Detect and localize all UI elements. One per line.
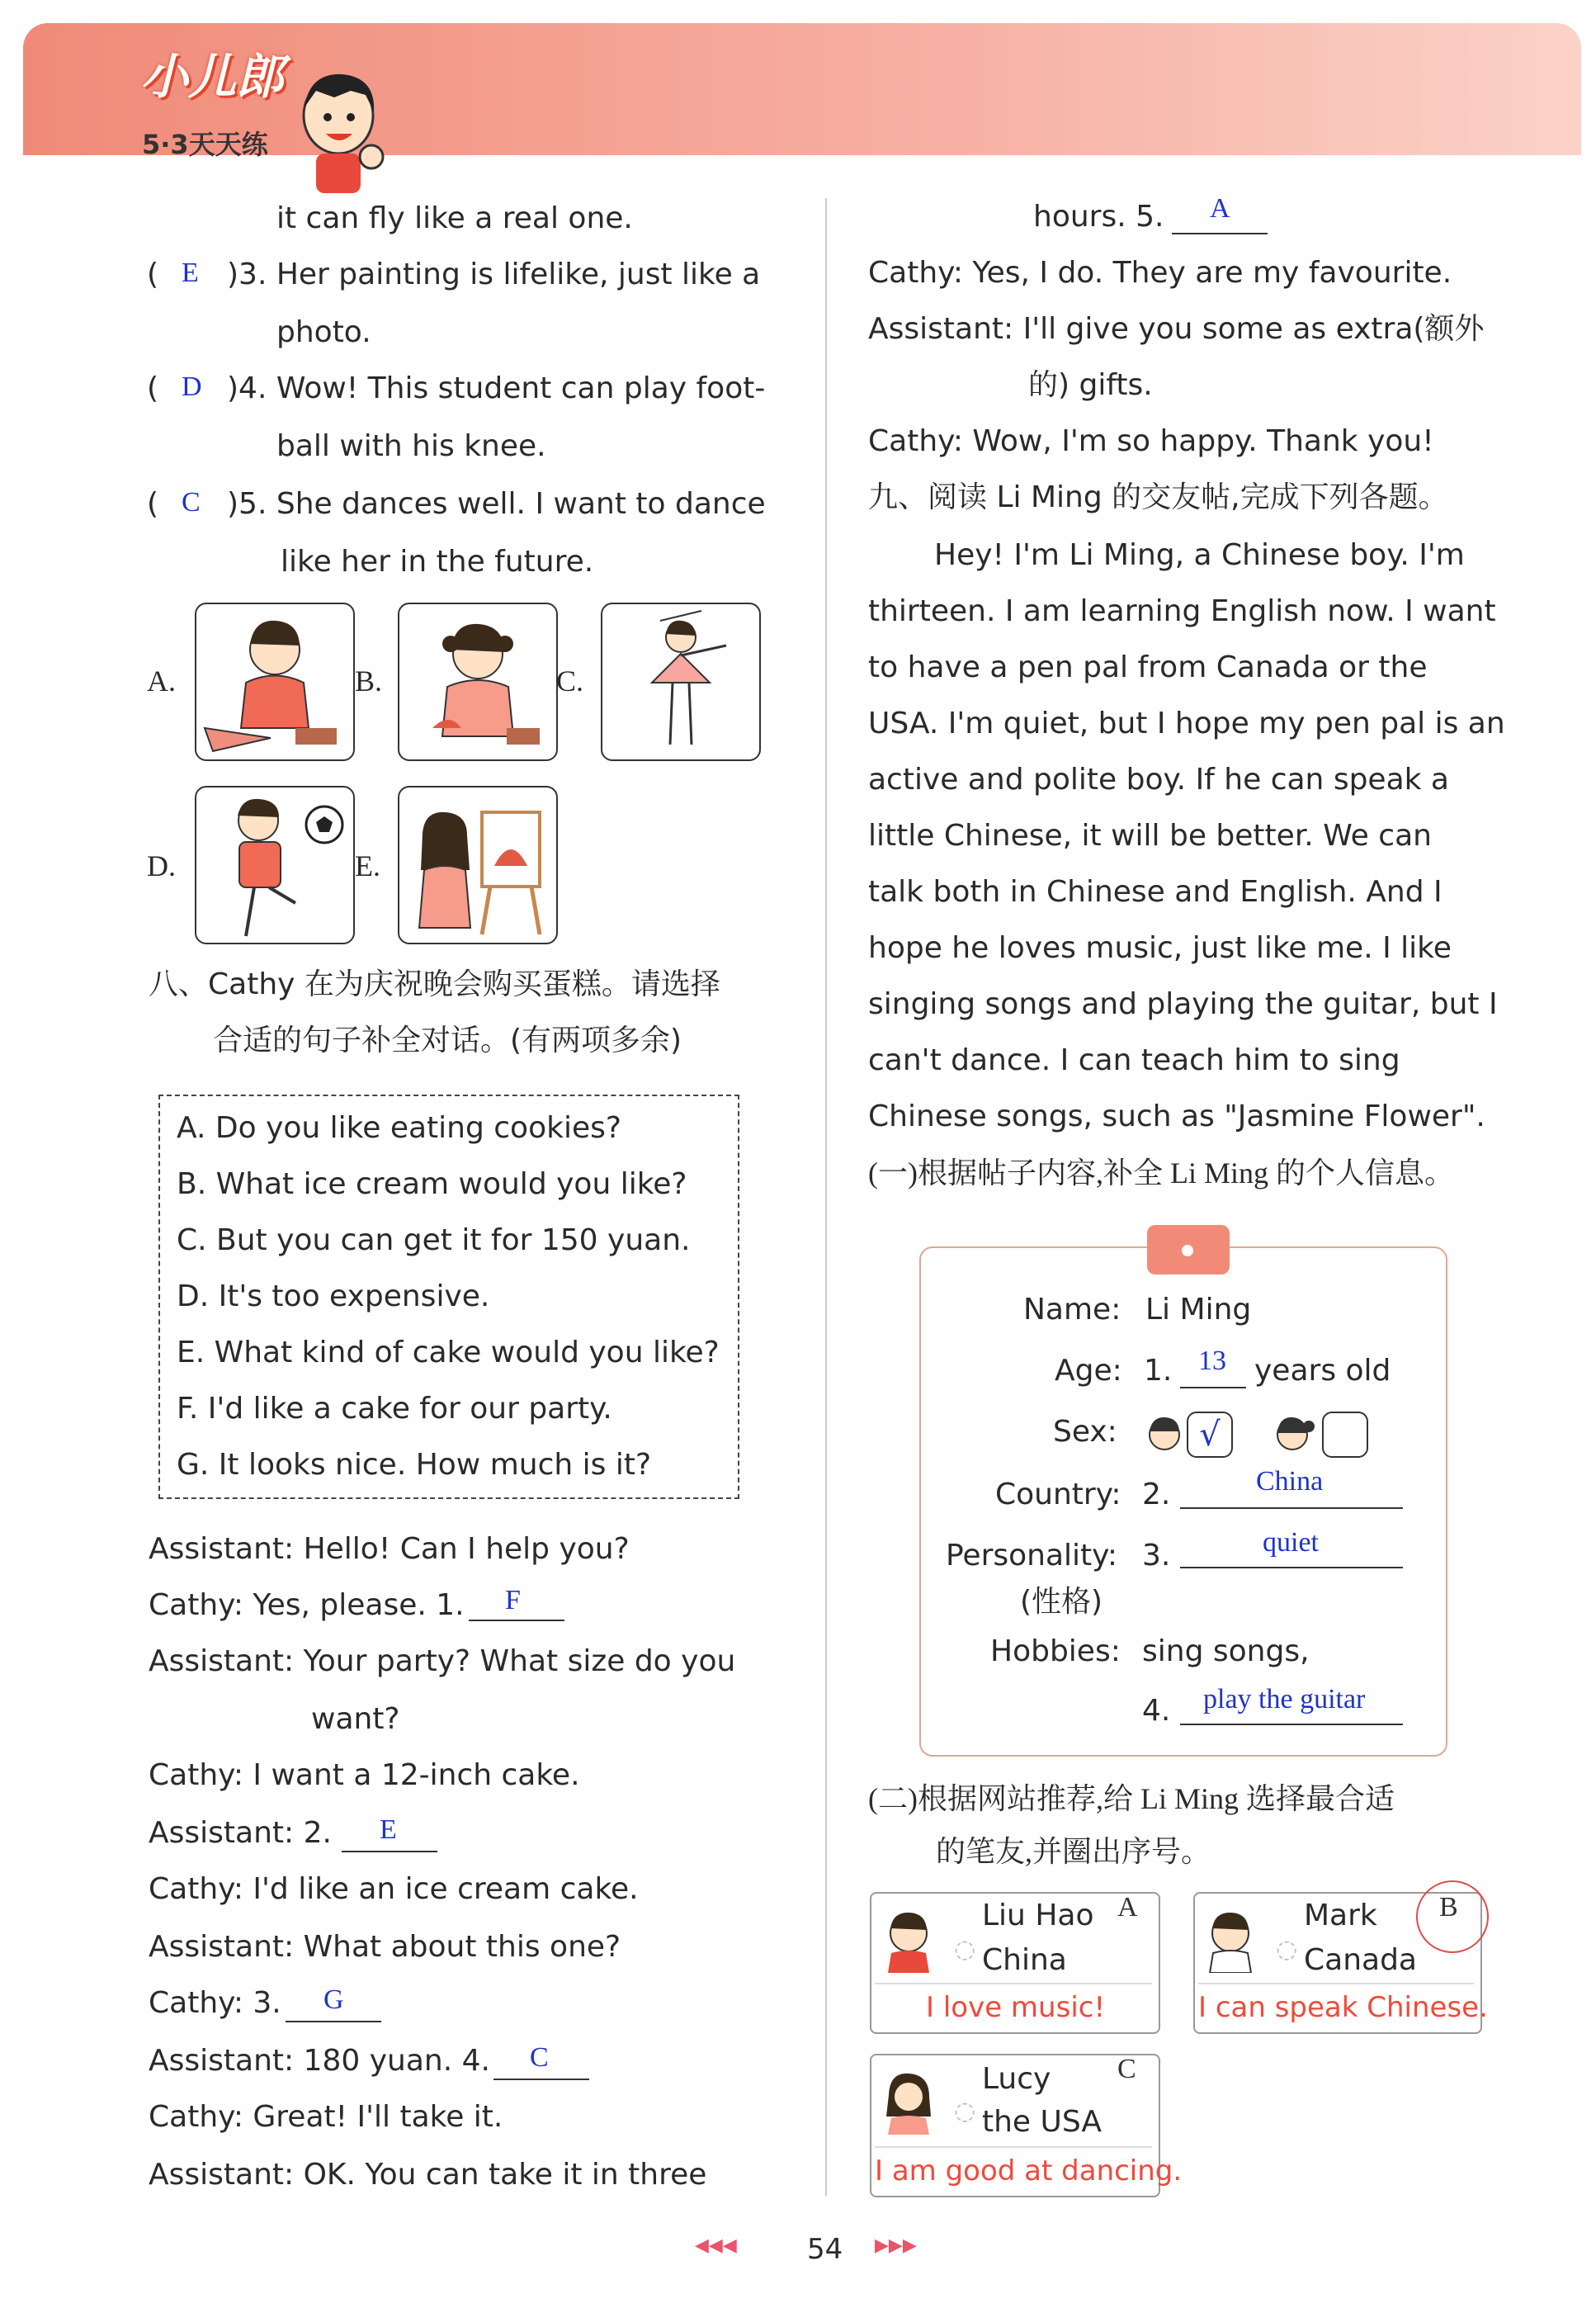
q2-continuation: it can fly like a real one. <box>276 201 633 235</box>
dialogue-line-10: Cathy: Great! I'll take it. <box>149 2100 503 2134</box>
penpal-c-message: I am good at dancing. <box>875 2154 1183 2187</box>
pic-label-d: D. <box>147 849 176 882</box>
dialogue-line-4: Cathy: I want a 12-inch cake. <box>149 1758 580 1792</box>
option-c: C. But you can get it for 150 yuan. <box>177 1223 691 1257</box>
card-age-suffix: years old <box>1254 1354 1391 1388</box>
logo-series: 5·3天天练 <box>142 129 268 160</box>
dialogue-line-14-cont: 的) gifts. <box>1028 368 1153 402</box>
location-pin-icon: ◌ <box>954 1935 976 1964</box>
card-hobbies-label: Hobbies: <box>990 1634 1121 1668</box>
dialogue-line-9: Assistant: 180 yuan. 4. <box>149 2044 490 2078</box>
blank-5-answer: A <box>1210 193 1230 224</box>
dialogue-line-12: hours. 5. <box>1033 200 1164 234</box>
card-personality-cn: (性格) <box>1020 1585 1103 1619</box>
passage-line-4: USA. I'm quiet, but I hope my pen pal is an <box>868 707 1505 740</box>
dialogue-line-15: Cathy: Wow, I'm so happy. Thank you! <box>868 424 1434 458</box>
penpal-a-place: China <box>982 1943 1067 1977</box>
passage-line-1: Hey! I'm Li Ming, a Chinese boy. I'm <box>934 538 1465 572</box>
section8-title-cont: 合适的句子补全对话。(有两项多余) <box>213 1024 682 1057</box>
prev-arrows-icon: ◀◀◀ <box>695 2235 737 2256</box>
penpal-b-letter: B <box>1439 1892 1458 1923</box>
blank-4-answer: C <box>530 2042 549 2073</box>
card-age-answer: 13 <box>1198 1346 1226 1376</box>
passage-line-8: hope he loves music, just like me. I like <box>868 931 1452 965</box>
column-divider <box>825 198 827 2196</box>
q3-paren: ( <box>147 258 159 291</box>
passage-line-7: talk both in Chinese and English. And I <box>868 875 1443 909</box>
card-age-number: 1. <box>1144 1354 1173 1388</box>
q5-paren: ( <box>147 487 159 521</box>
passage-line-10: can't dance. I can teach him to sing <box>868 1043 1400 1077</box>
penpal-b-name: Mark <box>1304 1899 1377 1932</box>
pic-girl-making-paper <box>398 603 558 761</box>
blank-5 <box>1172 233 1268 234</box>
football-boy-icon <box>196 787 353 943</box>
penpal-b-avatar-icon <box>1202 1904 1259 1973</box>
card-hobbies-blank <box>1180 1724 1403 1725</box>
section9-title: 九、阅读 Li Ming 的交友帖,完成下列各题。 <box>868 480 1448 514</box>
penpal-a-message: I love music! <box>926 1991 1106 2024</box>
blank-4 <box>493 2079 589 2080</box>
blank-3-answer: G <box>323 1984 344 2015</box>
card-name-value: Li Ming <box>1145 1293 1252 1327</box>
male-checkbox[interactable]: √ <box>1187 1412 1233 1458</box>
passage-line-2: thirteen. I am learning English now. I want <box>868 594 1496 628</box>
female-checkbox[interactable] <box>1322 1412 1368 1458</box>
q3-answer: E <box>182 258 199 288</box>
pic-girl-painting <box>398 786 558 944</box>
girl-head-icon <box>1269 1410 1315 1456</box>
pic-label-b: B. <box>355 664 383 698</box>
option-g: G. It looks nice. How much is it? <box>177 1448 652 1482</box>
subsection1-title: (一)根据帖子内容,补全 Li Ming 的个人信息。 <box>868 1156 1454 1189</box>
option-a: A. Do you like eating cookies? <box>177 1111 621 1145</box>
card-country-blank <box>1180 1507 1403 1509</box>
dialogue-line-5: Assistant: 2. <box>149 1816 332 1850</box>
girl-painting-icon <box>399 787 556 943</box>
pic-label-a: A. <box>147 664 176 698</box>
ballerina-icon <box>602 604 759 759</box>
q4-text: )4. Wow! This student can play foot- <box>227 371 766 405</box>
card-age-blank <box>1180 1387 1246 1388</box>
boy-head-icon <box>1144 1410 1185 1456</box>
passage-line-11: Chinese songs, such as "Jasmine Flower". <box>868 1100 1485 1133</box>
card-personality-blank <box>1180 1567 1403 1568</box>
mascot-boy-icon <box>293 66 392 198</box>
q4-paren: ( <box>147 371 159 405</box>
q5-text-cont: like her in the future. <box>281 545 594 579</box>
dialogue-line-2: Cathy: Yes, please. 1. <box>149 1588 465 1622</box>
penpal-a-name: Liu Hao <box>982 1899 1094 1932</box>
penpal-b-message: I can speak Chinese. <box>1198 1991 1488 2024</box>
page-number: 54 <box>807 2233 843 2266</box>
dialogue-line-14: Assistant: I'll give you some as extra(额外 <box>868 312 1485 346</box>
blank-3 <box>286 2021 381 2022</box>
location-pin-icon: ◌ <box>954 2097 976 2126</box>
blank-2-answer: E <box>380 1814 397 1845</box>
card-country-number: 2. <box>1142 1478 1171 1511</box>
boy-crafting-icon <box>196 604 353 759</box>
option-b: B. What ice cream would you like? <box>177 1167 687 1201</box>
passage-line-5: active and polite boy. If he can speak a <box>868 763 1449 797</box>
q5-answer: C <box>182 487 201 518</box>
subsection2-title-cont: 的笔友,并圈出序号。 <box>936 1835 1211 1868</box>
pic-boy-making-plane <box>195 603 355 761</box>
option-f: F. I'd like a cake for our party. <box>177 1392 612 1426</box>
card-personality-number: 3. <box>1142 1539 1171 1573</box>
card-clip <box>1147 1225 1230 1275</box>
q4-answer: D <box>182 371 202 402</box>
card-hobbies-number: 4. <box>1142 1694 1171 1728</box>
q5-text: )5. She dances well. I want to dance <box>227 487 766 521</box>
section8-title: 八、Cathy 在为庆祝晚会购买蛋糕。请选择 <box>149 967 720 1001</box>
card-sex-label: Sex: <box>1053 1415 1117 1449</box>
option-e: E. What kind of cake would you like? <box>177 1336 720 1369</box>
blank-1-answer: F <box>505 1585 521 1615</box>
penpal-a-letter: A <box>1117 1892 1138 1923</box>
option-d: D. It's too expensive. <box>177 1279 490 1313</box>
dialogue-line-7: Assistant: What about this one? <box>149 1930 621 1964</box>
penpal-c-name: Lucy <box>982 2062 1051 2096</box>
penpal-c-place: the USA <box>982 2105 1103 2139</box>
penpal-b-place: Canada <box>1304 1943 1417 1977</box>
subsection2-title: (二)根据网站推荐,给 Li Ming 选择最合适 <box>868 1782 1395 1815</box>
card-age-label: Age: <box>1055 1354 1122 1388</box>
penpal-b-divider <box>1198 1983 1474 1984</box>
passage-line-9: singing songs and playing the guitar, but I <box>868 987 1498 1021</box>
penpal-c-divider <box>875 2146 1152 2148</box>
card-personality-label: Personality: <box>946 1539 1117 1573</box>
passage-line-6: little Chinese, it will be better. We can <box>868 819 1432 853</box>
next-arrows-icon: ▶▶▶ <box>875 2235 917 2256</box>
card-country-answer: China <box>1256 1466 1324 1497</box>
q4-text-cont: ball with his knee. <box>276 429 546 463</box>
passage-line-3: to have a pen pal from Canada or the <box>868 650 1428 684</box>
dialogue-line-8: Cathy: 3. <box>149 1986 281 2020</box>
penpal-c-avatar-icon <box>880 2065 937 2135</box>
card-country-label: Country: <box>995 1478 1121 1511</box>
card-personality-answer: quiet <box>1263 1527 1319 1558</box>
dialogue-line-6: Cathy: I'd like an ice cream cake. <box>149 1872 639 1906</box>
pic-girl-ballet <box>601 603 761 761</box>
penpal-c-letter: C <box>1117 2054 1136 2084</box>
q3-text: )3. Her painting is lifelike, just like a <box>227 258 761 291</box>
dialogue-line-1: Assistant: Hello! Can I help you? <box>149 1532 630 1566</box>
card-name-label: Name: <box>1023 1293 1121 1327</box>
penpal-a-avatar-icon <box>880 1904 937 1973</box>
card-hobbies-answer: play the guitar <box>1203 1684 1366 1714</box>
q3-text-cont: photo. <box>276 315 371 349</box>
location-pin-icon: ◌ <box>1276 1935 1298 1964</box>
dialogue-line-11: Assistant: OK. You can take it in three <box>149 2158 707 2192</box>
brand-logo <box>33 33 380 165</box>
girl-crafting-icon <box>399 604 556 759</box>
blank-2 <box>342 1851 437 1852</box>
dialogue-line-3-cont: want? <box>311 1702 400 1736</box>
pic-label-c: C. <box>556 664 584 698</box>
penpal-a-divider <box>875 1983 1152 1984</box>
pic-boy-football <box>195 786 355 944</box>
blank-1 <box>469 1620 564 1621</box>
dialogue-line-3: Assistant: Your party? What size do you <box>149 1644 736 1678</box>
logo-title: 小儿郎 <box>140 49 285 105</box>
dialogue-line-13: Cathy: Yes, I do. They are my favourite. <box>868 256 1452 290</box>
pic-label-e: E. <box>355 849 380 882</box>
card-hobbies-value: sing songs, <box>1142 1634 1310 1668</box>
